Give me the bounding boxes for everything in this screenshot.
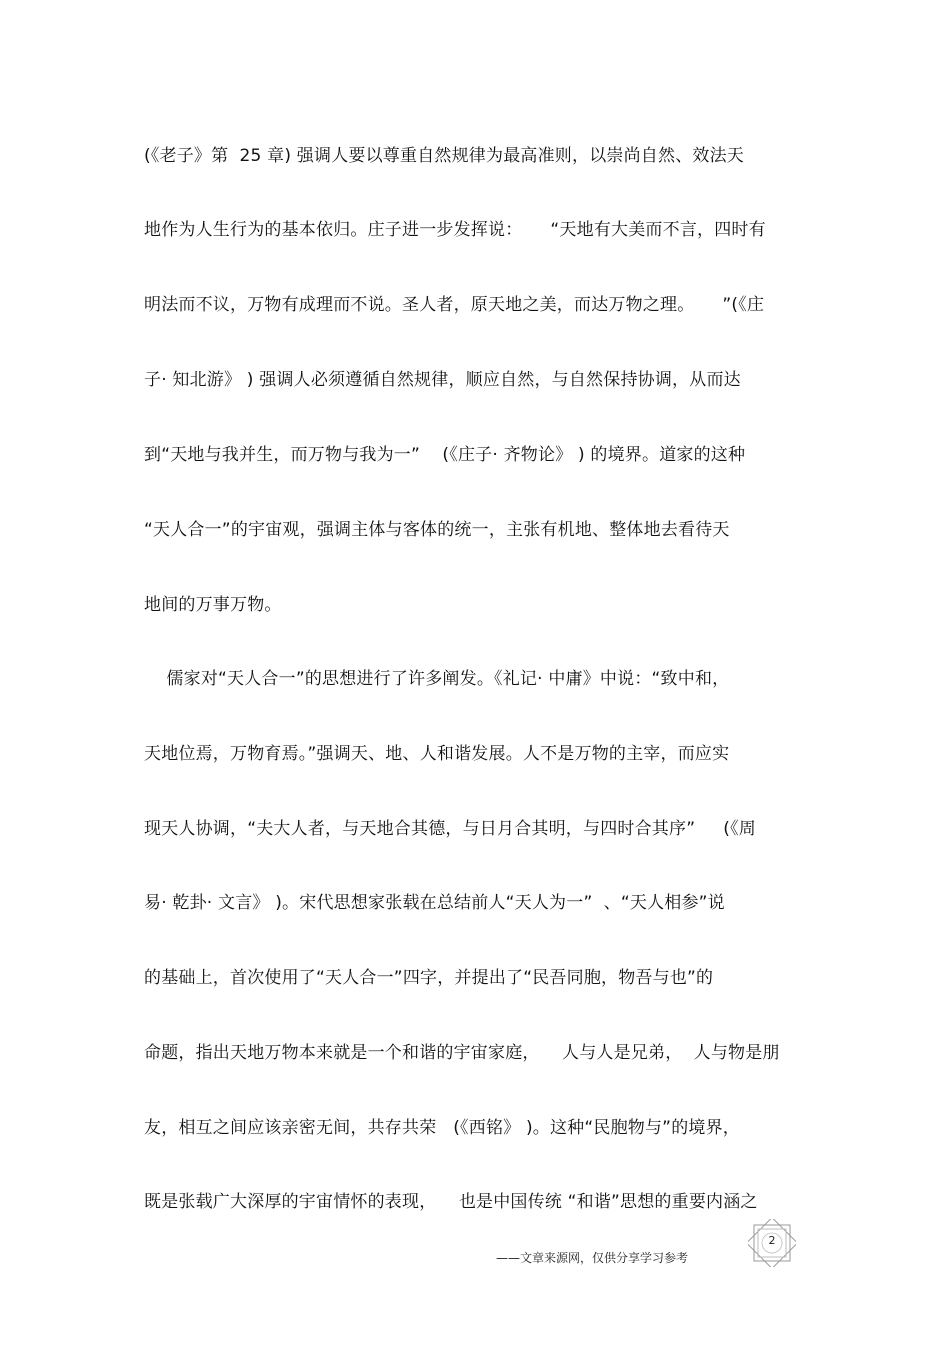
page-number-badge <box>748 1219 796 1267</box>
text-line: 地间的万事万物。 <box>144 595 282 615</box>
text-line: 命题，指出天地万物本来就是一个和谐的宇宙家庭， 人与人是兄弟， 人与物是朋 <box>144 1043 780 1063</box>
text-line: (《老子》第 25 章) 强调人要以尊重自然规律为最高准则，以崇尚自然、效法天 <box>144 146 745 166</box>
text-line: 到“天地与我并生，而万物与我为一” (《庄子· 齐物论》 ) 的境界。道家的这种 <box>144 445 746 465</box>
text-line: 现天人协调，“夫大人者，与天地合其德，与日月合其明，与四时合其序” (《周 <box>144 819 756 839</box>
text-line: 友，相互之间应该亲密无间，共存共荣 (《西铭》 )。这种“民胞物与”的境界， <box>144 1118 740 1138</box>
text-line: 既是张载广大深厚的宇宙情怀的表现， 也是中国传统 “和谐”思想的重要内涵之 <box>144 1192 758 1212</box>
text-line: “天人合一”的宇宙观，强调主体与客体的统一，主张有机地、整体地去看待天 <box>144 520 730 540</box>
text-line: 儒家对“天人合一”的思想进行了许多阐发。《礼记· 中庸》中说：“致中和， <box>144 669 730 689</box>
text-line: 易· 乾卦· 文言》 )。宋代思想家张载在总结前人“天人为一” 、“天人相参”说 <box>144 893 725 913</box>
footer-note: ——文章来源网，仅供分享学习参考 <box>496 1251 689 1265</box>
text-line: 子· 知北游》 ) 强调人必须遵循自然规律，顺应自然，与自然保持协调，从而达 <box>144 370 741 390</box>
text-line: 明法而不议，万物有成理而不说。圣人者，原天地之美，而达万物之理。 ”(《庄 <box>144 295 765 315</box>
page-number: 2 <box>768 1234 776 1247</box>
text-line: 天地位焉，万物育焉。”强调天、地、人和谐发展。人不是万物的主宰，而应实 <box>144 744 730 764</box>
text-line: 的基础上，首次使用了“天人合一”四字，并提出了“民吾同胞，物吾与也”的 <box>144 968 714 988</box>
text-line: 地作为人生行为的基本依归。庄子进一步发挥说： “天地有大美而不言，四时有 <box>144 220 766 240</box>
